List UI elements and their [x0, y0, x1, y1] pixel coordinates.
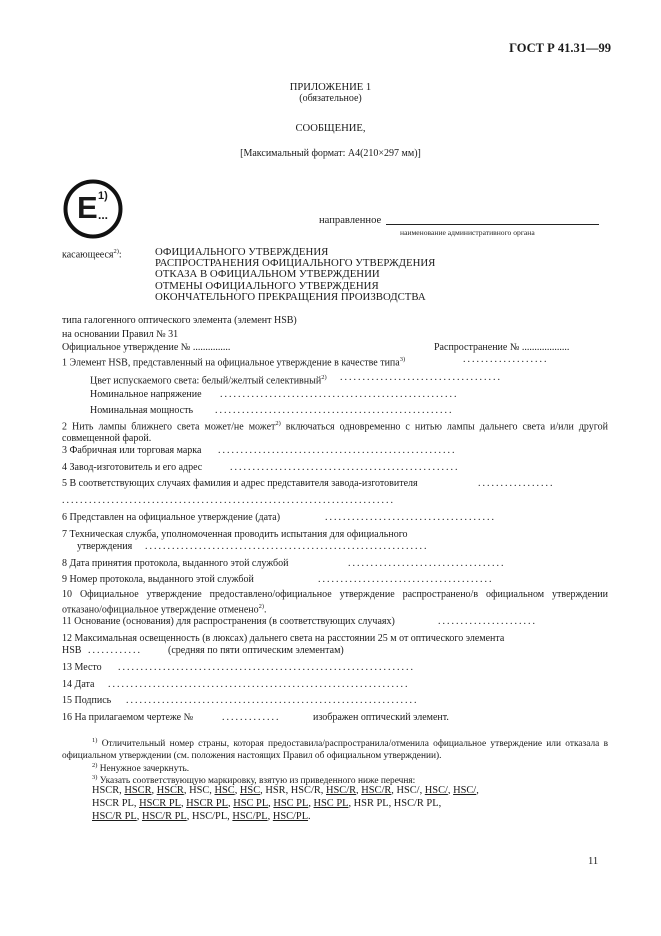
marking: HSCR PL [186, 798, 229, 809]
item-9: 9 Номер протокола, выданного этой службой [62, 574, 254, 585]
marking: HSR [265, 785, 286, 796]
marking: HSC/PL [191, 811, 228, 822]
concerning-item: ОТМЕНЫ ОФИЦИАЛЬНОГО УТВЕРЖДЕНИЯ [155, 280, 379, 292]
markings-row-1: HSCR, HSCR, HSCR, HSC, HSC, HSC, HSR, HSC/R, HSC/R, HSC/R, HSC/, HSC/, HSC/, [92, 785, 479, 796]
marking: HSC/PL [272, 811, 309, 822]
item-12-hsb: HSB [62, 645, 82, 656]
fill-dots: ................................................................. [126, 695, 419, 706]
marking: HSCR [124, 785, 152, 796]
fill-dots: ...................... [438, 616, 537, 627]
marking: HSC/R PL [141, 811, 187, 822]
emblem-dots: ... [98, 208, 109, 222]
marking: HSC PL [313, 798, 349, 809]
fill-dots: ..................................................... [215, 405, 454, 416]
fill-dots: ................................................................... [108, 679, 410, 690]
marking: HSCR PL [139, 798, 181, 809]
marking: HSCR PL [92, 798, 134, 809]
item-8: 8 Дата принятия протокола, выданного этой службой [62, 558, 289, 569]
page-number: 11 [588, 856, 599, 867]
fill-dots: ............................................................... [145, 541, 429, 552]
fill-dots: ............ [88, 645, 142, 656]
sent-caption: наименование административного органа [400, 228, 535, 237]
marking: HSC [189, 785, 210, 796]
format-note: [Максимальный формат: А4(210×297 мм)] [240, 148, 421, 159]
fill-dots: ....................................... [318, 574, 494, 585]
item-11: 11 Основание (основания) для распространения (в соответствующих случаях) [62, 616, 395, 627]
item-3: 3 Фабричная или торговая марка [62, 445, 202, 456]
marking: HSC/R [361, 785, 392, 796]
emblem-letter: E [77, 190, 98, 225]
item-2: 2 Нить лампы ближнего света может/не может$^{2)}$ включаться одновременно с нитью лампы дальнего света и/или другой совмещенной фарой. [62, 420, 608, 445]
marking: HSC/ [396, 785, 420, 796]
emblem-footnote: 1) [98, 190, 108, 202]
item-13: 13 Место [62, 662, 102, 673]
sent-line [386, 224, 599, 225]
footnote-1: $^{1)}$ Отличительный номер страны, которая предоставила/распространила/отменила официальное утверждение или отказала в официальном утверждении (см. положения настоящих Правил об официальном утверждении). [62, 737, 608, 762]
marking: HSC PL [233, 798, 269, 809]
marking: HSC PL [273, 798, 309, 809]
marking: HSC/R PL [393, 798, 439, 809]
concerning-item: ОКОНЧАТЕЛЬНОГО ПРЕКРАЩЕНИЯ ПРОИЗВОДСТВА [155, 291, 426, 303]
approval-number: Официальное утверждение № ............... [62, 342, 231, 353]
fill-dots: ..................................................... [218, 445, 457, 456]
concerning-item: РАСПРОСТРАНЕНИЯ ОФИЦИАЛЬНОГО УТВЕРЖДЕНИЯ [155, 257, 436, 269]
concerning-item: ОТКАЗА В ОФИЦИАЛЬНОМ УТВЕРЖДЕНИИ [155, 268, 380, 280]
item-12-note: (средняя по пяти оптическим элементам) [168, 645, 344, 656]
annex-type: (обязательное) [299, 93, 362, 104]
item-15: 15 Подпись [62, 695, 112, 706]
marking: HSC/PL [232, 811, 268, 822]
markings-row-2: HSCR PL, HSCR PL, HSCR PL, HSC PL, HSC PL, HSC PL, HSR PL, HSC/R PL, [92, 798, 442, 809]
marking: HSCR [156, 785, 184, 796]
item-10: 10 Официальное утверждение предоставлено/официальное утверждение распространено/в официальном утверждении отказано/официальное утверждение отменено$^{2)}$. [62, 589, 608, 616]
marking: HSR PL [353, 798, 389, 809]
item-1: 1 Элемент HSB, представленный на официальное утверждение в качестве типа$^{3)}$ [62, 356, 406, 369]
item-1-power: Номинальная мощность [90, 405, 194, 416]
sent-label: направленное [319, 215, 382, 226]
footnote-3: $^{3)}$ Указать соответствующую маркировку, взятую из приведенного ниже перечня: [92, 774, 416, 787]
fill-dots: ................. [478, 478, 555, 489]
fill-dots: .................................................................. [118, 662, 415, 673]
marking: HSC/ [453, 785, 477, 796]
fill-dots: ................................... [348, 558, 506, 569]
fill-dots: ................................................... [230, 462, 460, 473]
item-1-color: Цвет испускаемого света: белый/желтый селективный$^{2)}$ [90, 374, 327, 387]
fill-dots: ............. [222, 712, 281, 723]
fill-dots: .................................... [340, 372, 502, 383]
item-16: 16 На прилагаемом чертеже № [62, 712, 194, 723]
item-6: 6 Представлен на официальное утверждение (дата) [62, 512, 281, 523]
concerning-label: касающееся$^{2)}$: [62, 248, 122, 261]
fill-dots: ...................................... [325, 512, 496, 523]
marking: HSC/R PL [92, 811, 137, 822]
document-code: ГОСТ Р 41.31—99 [509, 41, 611, 55]
message-title: СООБЩЕНИЕ, [295, 123, 366, 134]
concerning-item: ОФИЦИАЛЬНОГО УТВЕРЖДЕНИЯ [155, 246, 329, 258]
marking: HSC/R [326, 785, 357, 796]
footnote-2: $^{2)}$ Ненужное зачеркнуть. [92, 762, 190, 775]
marking: HSC [214, 785, 235, 796]
markings-row-3: HSC/R PL, HSC/R PL, HSC/PL, HSC/PL, HSC/PL. [92, 811, 311, 822]
item-5: 5 В соответствующих случаях фамилия и адрес представителя завода-изготовителя [62, 478, 418, 489]
item-7: 7 Техническая служба, уполномоченная проводить испытания для официального [62, 529, 408, 540]
item-12: 12 Максимальная освещенность (в люксах) дальнего света на расстоянии 25 м от оптического элемента [62, 633, 505, 644]
extension-number: Распространение № ................... [434, 342, 570, 353]
marking: HSCR [92, 785, 120, 796]
fill-dots: .......................................................................... [62, 495, 395, 506]
fill-dots: ..................................................... [220, 389, 459, 400]
item-7-cont: утверждения [77, 541, 133, 552]
item-4: 4 Завод-изготовитель и его адрес [62, 462, 203, 473]
item-1-voltage: Номинальное напряжение [90, 389, 202, 400]
marking: HSC/R [290, 785, 321, 796]
approval-emblem [62, 178, 124, 240]
fill-dots: ................... [463, 354, 549, 365]
rules-line: на основании Правил № 31 [62, 329, 179, 340]
marking: HSC/ [424, 785, 448, 796]
item-14: 14 Дата [62, 679, 95, 690]
annex-title: ПРИЛОЖЕНИЕ 1 [289, 82, 372, 93]
marking: HSC [239, 785, 261, 796]
type-line: типа галогенного оптического элемента (элемент HSB) [62, 315, 297, 326]
item-16-rest: изображен оптический элемент. [313, 712, 449, 723]
